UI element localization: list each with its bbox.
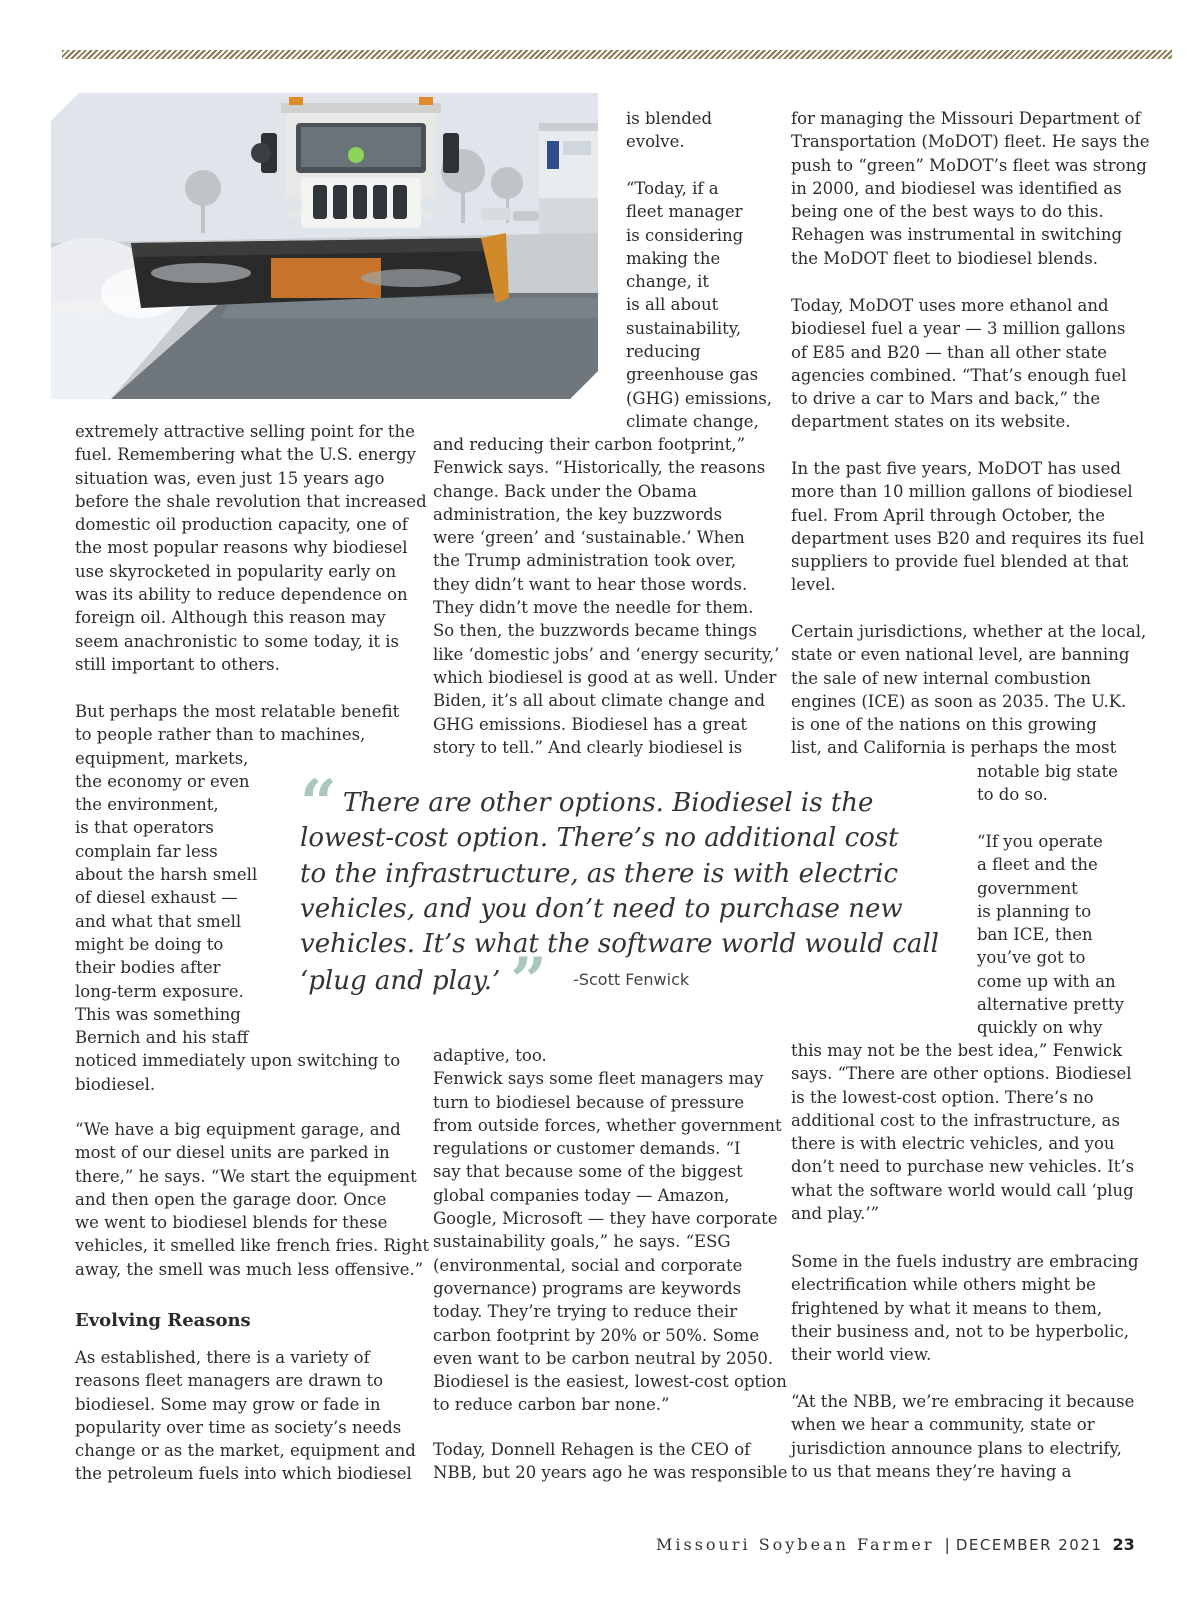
pull-quote-text: vehicles. It’s what the software world would call	[300, 929, 939, 960]
text-line: like ‘domestic jobs’ and ‘energy security,’	[433, 644, 780, 664]
text-line: about the harsh smell	[75, 865, 258, 885]
column-3-block-h	[791, 1250, 1139, 1366]
column-2-block-d	[433, 1044, 787, 1417]
text-line: greenhouse gas	[626, 365, 759, 385]
text-line: vehicles, it smelled like french fries. Right	[75, 1236, 429, 1256]
text-line: complain far less	[75, 841, 218, 861]
text-line: fleet manager	[626, 202, 743, 222]
text-line: making the	[626, 248, 721, 268]
text-line: might be doing to	[75, 934, 224, 954]
text-line: biodiesel.	[75, 1074, 156, 1094]
column-1-block-c	[75, 1118, 429, 1281]
section-heading: Evolving Reasons	[75, 1310, 251, 1331]
text-line: to drive a car to Mars and back,” the	[791, 389, 1101, 409]
text-line: turn to biodiesel because of pressure	[433, 1092, 745, 1112]
text-line: noticed immediately upon switching to	[75, 1051, 401, 1071]
column-2-block-b	[626, 177, 772, 433]
text-line: were ‘green’ and ‘sustainable.’ When	[433, 528, 745, 548]
text-line: biodiesel fuel a year — 3 million gallons	[791, 319, 1126, 339]
pull-quote-line	[300, 927, 940, 962]
quote-attribution: -Scott Fenwick	[573, 970, 690, 990]
column-3-block-i	[791, 1390, 1134, 1483]
text-line: reasons fleet managers are drawn to	[75, 1371, 384, 1391]
text-line: domestic oil production capacity, one of	[75, 515, 408, 535]
text-line: still important to others.	[75, 654, 280, 674]
text-line: evolve.	[626, 132, 685, 152]
text-line: there is with electric vehicles, and you	[791, 1134, 1115, 1154]
text-line: agencies combined. “That’s enough fuel	[791, 365, 1127, 385]
text-line: “At the NBB, we’re embracing it because	[791, 1392, 1135, 1411]
text-line: governance) programs are keywords	[433, 1278, 742, 1298]
text-line: electrification while others might be	[791, 1275, 1096, 1295]
text-line: this may not be the best idea,” Fenwick	[791, 1041, 1123, 1060]
pull-quote-line	[300, 821, 940, 856]
text-line: popularity over time as society’s needs	[75, 1417, 402, 1437]
text-line: when we hear a community, state or	[791, 1415, 1095, 1435]
text-line: situation was, even just 15 years ago	[75, 468, 385, 488]
text-line: seem anachronistic to some today, it is	[75, 631, 399, 651]
text-line: climate change,	[626, 411, 759, 431]
pull-quote-text: vehicles, and you don’t need to purchase new	[300, 893, 903, 924]
snowplow-illustration	[51, 93, 598, 399]
text-line: biodiesel. Some may grow or fade in	[75, 1394, 381, 1414]
text-line: Biodiesel is the easiest, lowest-cost option	[433, 1372, 787, 1392]
text-line: ban ICE, then	[977, 925, 1093, 945]
text-line: alternative pretty	[977, 995, 1124, 1015]
text-line: is that operators	[75, 818, 214, 838]
text-line: fuel. Remembering what the U.S. energy	[75, 445, 416, 465]
text-line: Fenwick says some fleet managers may	[433, 1069, 764, 1089]
pull-quote	[300, 766, 940, 1020]
text-line: “We have a big equipment garage, and	[75, 1120, 401, 1139]
text-line: the economy or even	[75, 771, 250, 791]
text-line: of diesel exhaust —	[75, 888, 238, 908]
text-line: department uses B20 and requires its fuel	[791, 528, 1145, 548]
text-line: jurisdiction announce plans to electrify,	[791, 1438, 1122, 1458]
text-line: the environment,	[75, 795, 219, 815]
pull-quote-text: ‘plug and play.’	[300, 966, 501, 997]
pull-quote-line	[300, 892, 940, 927]
text-line: But perhaps the most relatable benefit	[75, 702, 400, 721]
column-3-block-b	[791, 294, 1127, 434]
column-1-block-a	[75, 420, 427, 676]
text-line: and reducing their carbon footprint,”	[433, 435, 746, 454]
text-line: state or even national level, are banning	[791, 645, 1130, 665]
text-line: They didn’t move the needle for them.	[433, 598, 754, 618]
text-line: to do so.	[977, 785, 1048, 805]
top-decorative-rule	[62, 50, 1172, 59]
text-line: and then open the garage door. Once	[75, 1189, 387, 1209]
text-line: level.	[791, 575, 836, 595]
text-line: government	[977, 878, 1078, 898]
text-line: extremely attractive selling point for the	[75, 422, 415, 441]
text-line: change or as the market, equipment and	[75, 1441, 416, 1461]
text-line: Bernich and his staff	[75, 1028, 249, 1048]
column-3-block-a	[791, 107, 1150, 270]
text-line: Rehagen was instrumental in switching	[791, 225, 1123, 245]
text-line: is considering	[626, 225, 744, 245]
text-line: So then, the buzzwords became things	[433, 621, 757, 641]
text-line: Today, MoDOT uses more ethanol and	[791, 296, 1109, 315]
text-line: which biodiesel is good at as well. Under	[433, 667, 777, 687]
text-line: the Trump administration took over,	[433, 551, 737, 571]
text-line: global companies today — Amazon,	[433, 1185, 730, 1205]
text-line: in 2000, and biodiesel was identified as	[791, 178, 1122, 198]
text-line: come up with an	[977, 971, 1116, 991]
text-line: quickly on why	[977, 1018, 1103, 1038]
page-number: 23	[1112, 1535, 1135, 1554]
text-line: suppliers to provide fuel blended at that	[791, 552, 1129, 572]
text-line: (GHG) emissions,	[626, 388, 773, 408]
text-line: Some in the fuels industry are embracing	[791, 1252, 1139, 1271]
open-quote-icon: “	[300, 766, 337, 841]
pull-quote-text: There are other options. Biodiesel is the	[342, 788, 874, 818]
text-line: the most popular reasons why biodiesel	[75, 538, 408, 558]
pull-quote-text: to the infrastructure, as there is with electric	[300, 858, 899, 889]
text-line: This was something	[75, 1004, 241, 1024]
column-3-block-e	[977, 760, 1118, 807]
text-line: department states on its website.	[791, 412, 1071, 432]
text-line: sustainability,	[626, 318, 742, 338]
text-line: say that because some of the biggest	[433, 1162, 743, 1182]
text-line: GHG emissions. Biodiesel has a great	[433, 714, 748, 734]
text-line: a fleet and the	[977, 855, 1098, 875]
text-line: long-term exposure.	[75, 981, 244, 1001]
pull-quote-text: lowest-cost option. There’s no additional cost	[300, 823, 899, 854]
column-3-block-f	[977, 830, 1124, 1040]
text-line: of E85 and B20 — than all other state	[791, 342, 1107, 362]
text-line: engines (ICE) as soon as 2035. The U.K.	[791, 691, 1127, 711]
text-line: is one of the nations on this growing	[791, 715, 1097, 735]
text-line: is blended	[626, 109, 713, 128]
text-line: the petroleum fuels into which biodiesel	[75, 1464, 412, 1484]
text-line: and play.’”	[791, 1204, 880, 1224]
text-line: Certain jurisdictions, whether at the local,	[791, 622, 1147, 641]
pull-quote-line	[300, 857, 940, 892]
text-line: the MoDOT fleet to biodiesel blends.	[791, 248, 1098, 268]
text-line: they didn’t want to hear those words.	[433, 574, 748, 594]
text-line: regulations or customer demands. “I	[433, 1139, 741, 1159]
text-line: from outside forces, whether government	[433, 1115, 782, 1135]
text-line: their bodies after	[75, 958, 221, 978]
column-2-block-a	[626, 107, 712, 154]
column-1-block-d	[75, 1346, 416, 1486]
column-2-block-e	[433, 1438, 787, 1485]
text-line: what the software world would call ‘plug	[791, 1180, 1134, 1200]
close-quote-icon: ”	[510, 944, 548, 1020]
text-line: today. They’re trying to reduce their	[433, 1302, 738, 1322]
text-line: fuel. From April through October, the	[791, 505, 1105, 525]
column-3-block-c	[791, 457, 1144, 597]
text-line: being one of the best ways to do this.	[791, 202, 1104, 222]
text-line: Fenwick says. “Historically, the reasons	[433, 458, 766, 478]
text-line: is the lowest-cost option. There’s no	[791, 1087, 1094, 1107]
text-line: foreign oil. Although this reason may	[75, 608, 386, 628]
text-line: their business and, not to be hyperbolic,	[791, 1321, 1129, 1341]
text-line: you’ve got to	[977, 948, 1086, 968]
text-line: the sale of new internal combustion	[791, 668, 1092, 688]
text-line: we went to biodiesel blends for these	[75, 1213, 388, 1233]
text-line: reducing	[626, 342, 701, 362]
text-line: notable big state	[977, 762, 1118, 781]
text-line: Biden, it’s all about climate change and	[433, 691, 766, 711]
text-line: don’t need to purchase new vehicles. It’s	[791, 1157, 1135, 1177]
text-line: is planning to	[977, 901, 1092, 921]
text-line: NBB, but 20 years ago he was responsible	[433, 1463, 788, 1483]
text-line: As established, there is a variety of	[75, 1348, 370, 1367]
text-line: administration, the key buzzwords	[433, 504, 723, 524]
text-line: for managing the Missouri Department of	[791, 109, 1141, 128]
column-2-block-c	[433, 433, 779, 759]
text-line: adaptive, too.	[433, 1046, 547, 1065]
text-line: carbon footprint by 20% or 50%. Some	[433, 1325, 760, 1345]
text-line: and what that smell	[75, 911, 242, 931]
text-line: Today, Donnell Rehagen is the CEO of	[433, 1440, 751, 1459]
column-3-block-g	[791, 1039, 1134, 1225]
text-line: their world view.	[791, 1345, 932, 1365]
text-line: Transportation (MoDOT) fleet. He says the	[791, 132, 1150, 152]
footer-separator: |	[944, 1535, 950, 1554]
text-line: equipment, markets,	[75, 748, 249, 768]
text-line: change. Back under the Obama	[433, 481, 697, 501]
text-line: frightened by what it means to them,	[791, 1298, 1103, 1318]
text-line: most of our diesel units are parked in	[75, 1143, 390, 1163]
text-line: away, the smell was much less offensive.”	[75, 1259, 424, 1279]
snowplow-truck-photo	[51, 93, 598, 399]
publication-name: Missouri Soybean Farmer	[656, 1535, 935, 1554]
issue-date: DECEMBER 2021	[955, 1536, 1103, 1554]
text-line: more than 10 million gallons of biodiesel	[791, 482, 1133, 502]
text-line: list, and California is perhaps the most	[791, 738, 1117, 758]
text-line: “Today, if a	[626, 179, 719, 198]
text-line: additional cost to the infrastructure, as	[791, 1110, 1120, 1130]
text-line: to us that means they’re having a	[791, 1461, 1072, 1481]
text-line: (environmental, social and corporate	[433, 1255, 743, 1275]
text-line: there,” he says. “We start the equipment	[75, 1166, 417, 1186]
text-line: sustainability goals,” he says. “ESG	[433, 1232, 731, 1252]
text-line: says. “There are other options. Biodiesel	[791, 1064, 1132, 1084]
text-line: Google, Microsoft — they have corporate	[433, 1209, 778, 1229]
text-line: even want to be carbon neutral by 2050.	[433, 1348, 774, 1368]
text-line: was its ability to reduce dependence on	[75, 585, 408, 605]
text-line: is all about	[626, 295, 719, 315]
text-line: to people rather than to machines,	[75, 725, 366, 745]
text-line: “If you operate	[977, 832, 1103, 851]
column-3-block-d	[791, 620, 1146, 760]
text-line: change, it	[626, 272, 710, 292]
text-line: story to tell.” And clearly biodiesel is	[433, 737, 743, 757]
text-line: before the shale revolution that increased	[75, 491, 427, 511]
text-line: In the past five years, MoDOT has used	[791, 459, 1121, 478]
text-line: push to “green” MoDOT’s fleet was strong	[791, 155, 1147, 175]
text-line: to reduce carbon bar none.”	[433, 1395, 670, 1415]
text-line: use skyrocketed in popularity early on	[75, 561, 397, 581]
page-footer	[656, 1535, 1135, 1554]
